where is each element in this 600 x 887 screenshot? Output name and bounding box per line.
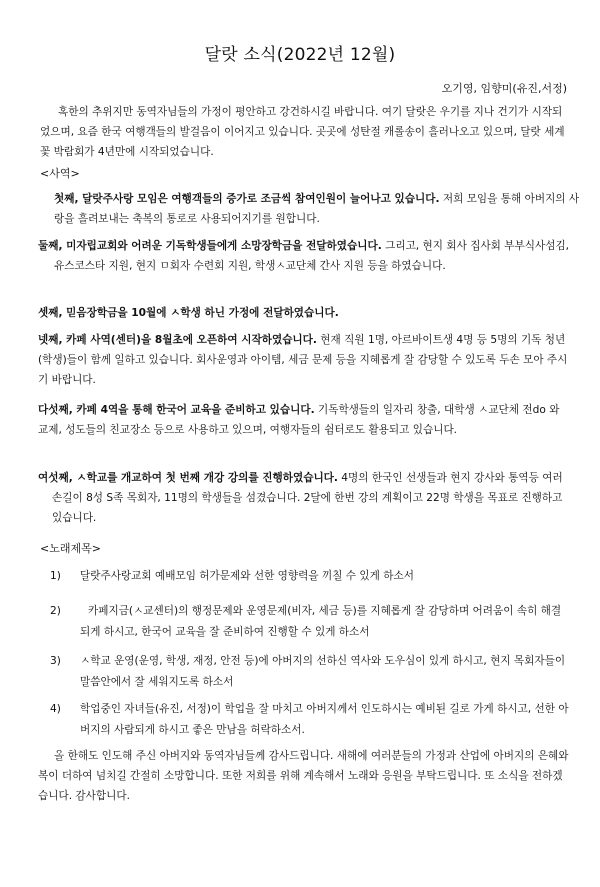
ministry-item-6 <box>38 468 570 528</box>
ministry-item-2 <box>38 236 570 276</box>
song-number: 4) <box>50 703 61 715</box>
song-number: 2) <box>50 605 61 617</box>
ministry-item-text: 그리고, 현지 회사 집사회 부부식사섬김, 유스코스타 지원, 현지 ㅁ회자 수련회 지원, 학생ㅅ교단체 간사 지원 등을 하였습니다. <box>54 240 570 272</box>
ministry-item-lead: 둘째, 미자립교회와 어려운 기독학생들에게 소망장학금을 전달하였습니다. <box>38 240 382 252</box>
song-text: 달랏주사랑교회 예배모임 허가문제와 선한 영향력을 끼칠 수 있게 하소서 <box>80 570 414 582</box>
intro-paragraph: 혹한의 추위지만 동역자님들의 가정이 평안하고 강건하시길 바랍니다. 여기 달랏은 우기를 지나 건기가 시작되었으며, 요즘 한국 여행객들의 발걸음이 이어지고 있습니다. 곳곳에 성탄절 캐롤송이 흘러나오고 있으며, 달랏 세계 꽃 박람회가 4년만에 시작되었습니다. <box>40 106 565 158</box>
ministry-item-lead: 다섯째, 카페 4역을 통해 한국어 교육을 준비하고 있습니다. <box>38 404 315 416</box>
ministry-item-lead: 셋째, 믿음장학금을 10월에 ㅅ학생 하닌 가정에 전달하였습니다. <box>38 307 339 319</box>
ministry-item-text: 기독학생들의 일자리 창출, 대학생 ㅅ교단체 전do 와 교제, 성도들의 친교장소 등으로 사용하고 있으며, 여행자들의 쉼터로도 활용되고 있습니다. <box>38 404 560 436</box>
ministry-item-text: 현재 직원 1명, 아르바이트생 4명 등 5명의 기독 청년(학생)들이 함께 일하고 있습니다. 회사운영과 아이템, 세금 문제 등을 지혜롭게 잘 감당할 수 있도록 두손 모아 주시기 바랍니다. <box>38 334 568 386</box>
song-number: 3) <box>50 655 61 667</box>
closing-paragraph: 올 한해도 인도해 주신 아버지와 동역자님들께 감사드립니다. 새해에 여러분들의 가정과 산업에 아버지의 은혜와 복이 더하여 넘치길 간절히 소망합니다. 또한 저희를 위해 계속해서 노래와 응원을 부탁드립니다. 또 소식을 전하겠습니다. 감사합니다. <box>38 750 569 802</box>
song-text: 학업중인 자녀들(유진, 서정)이 학업을 잘 마치고 아버지께서 인도하시는 예비된 길로 가게 하시고, 선한 아버지의 사람되게 하시고 좋은 만남을 허락하소서. <box>80 703 569 736</box>
page-title: 달랏 소식(2022년 12월) <box>204 45 396 65</box>
songs-heading: <노래제목> <box>40 542 101 555</box>
ministry-item-lead: 첫째, 달랏주사랑 모임은 여행객들의 증가로 조금씩 참여인원이 늘어나고 있습니다. <box>54 193 440 205</box>
song-text: 카페지금(ㅅ교센터)의 행정문제와 운영문제(비자, 세금 등)를 지혜롭게 잘 감당하며 어려움이 속히 해결되게 하시고, 한국어 교육을 잘 준비하여 진행할 수 있게 하소서 <box>80 605 562 638</box>
ministry-item-5 <box>38 400 570 440</box>
ministry-item-text: 4명의 한국인 선생들과 현지 강사와 통역등 여러 손길이 8성 S족 목회자, 11명의 학생들을 섬겼습니다. 2달에 한번 강의 계획이고 22명 학생을 목표로 진행하고 있습니다. <box>52 472 563 524</box>
ministry-heading: <사역> <box>40 167 80 180</box>
ministry-item-3 <box>38 303 570 323</box>
song-number: 1) <box>50 570 61 582</box>
song-text: ㅅ학교 운영(운영, 학생, 재정, 안전 등)에 아버지의 선하신 역사와 도우심이 있게 하시고, 현지 목회자들이 말씀안에서 잘 세워지도록 하소서 <box>80 655 566 688</box>
ministry-item-1 <box>38 189 586 229</box>
ministry-item-text: 저희 모임을 통해 아버지의 사랑을 흘려보내는 축복의 통로로 사용되어지기를 원합니다. <box>54 193 580 225</box>
author-line: 오기영, 임향미(유진,서정) <box>441 82 567 95</box>
ministry-item-lead: 여섯째, ㅅ학교를 개교하여 첫 번째 개강 강의를 진행하였습니다. <box>38 472 338 484</box>
ministry-item-lead: 넷째, 카페 사역(센터)을 8월초에 오픈하여 시작하였습니다. <box>38 334 317 346</box>
ministry-item-4 <box>38 330 570 390</box>
